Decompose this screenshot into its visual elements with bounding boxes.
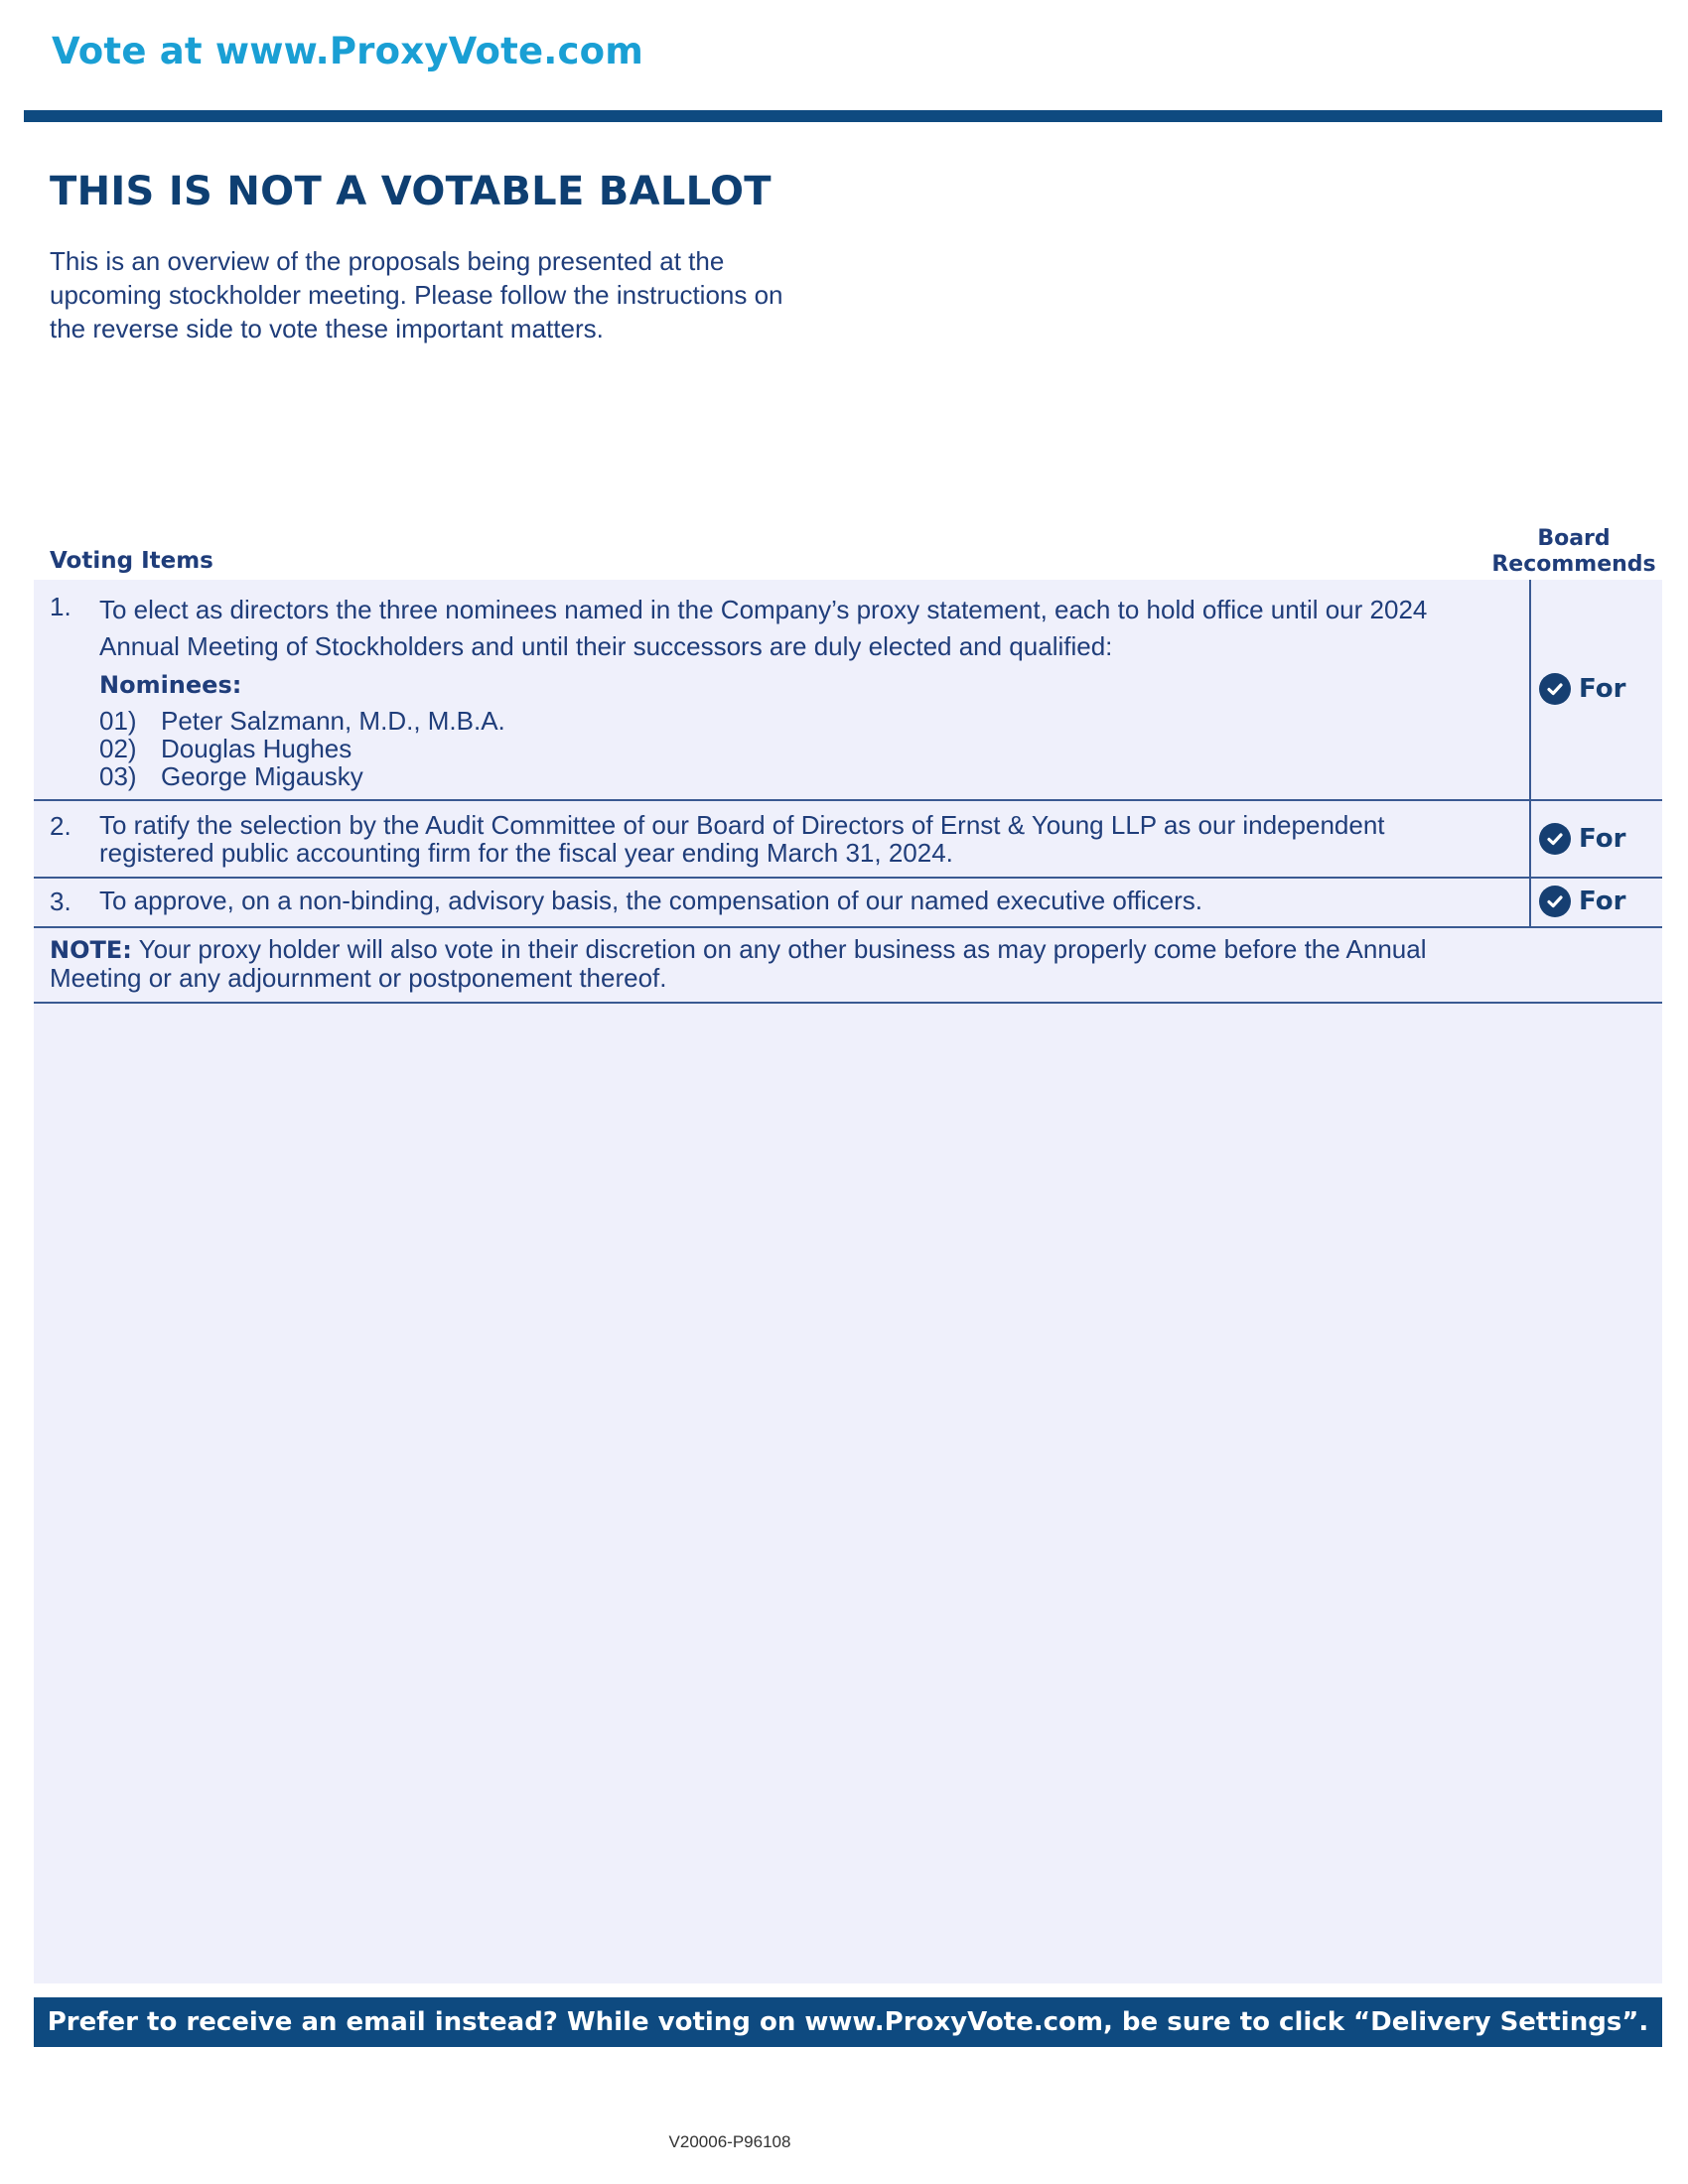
intro-line: upcoming stockholder meeting. Please follow the instructions on xyxy=(50,280,783,310)
check-circle-icon xyxy=(1539,886,1571,917)
board-header-line: Recommends xyxy=(1491,552,1656,577)
voting-item-3 xyxy=(34,879,1662,928)
check-circle-icon xyxy=(1539,673,1571,705)
board-recommendation xyxy=(1503,823,1662,855)
board-recommendation xyxy=(1503,673,1662,705)
item-line: registered public accounting firm for the fiscal year ending March 31, 2024. xyxy=(99,838,953,868)
nominee-name: Douglas Hughes xyxy=(161,734,352,763)
nominees-title: Nominees: xyxy=(99,671,242,699)
header-rule xyxy=(24,110,1662,122)
note-text xyxy=(50,935,1489,992)
item-line: To ratify the selection by the Audit Committee of our Board of Directors of Ernst & Young LLP as our independent xyxy=(99,810,1385,840)
voting-item-2 xyxy=(34,801,1662,879)
nominees-list xyxy=(99,707,1517,790)
item-description xyxy=(99,811,1517,867)
voting-item-1 xyxy=(34,580,1662,801)
nominee-number: 01) xyxy=(99,706,137,736)
board-recommendation xyxy=(1503,886,1662,917)
note-label: NOTE: xyxy=(50,936,132,964)
recommendation-label: For xyxy=(1579,674,1626,704)
note-divider xyxy=(34,1002,1662,1004)
item-number: 1. xyxy=(50,592,71,621)
intro-line: This is an overview of the proposals being presented at the xyxy=(50,246,725,276)
check-circle-icon xyxy=(1539,823,1571,855)
item-line: To approve, on a non-binding, advisory basis, the compensation of our named executive officers. xyxy=(99,886,1202,915)
item-description xyxy=(99,592,1517,790)
board-header-line: Board xyxy=(1537,526,1611,551)
board-recommends-header xyxy=(1489,526,1658,578)
nominee-name: George Migausky xyxy=(161,761,363,791)
note-line: Meeting or any adjournment or postponement thereof. xyxy=(50,963,667,993)
nominee-number: 02) xyxy=(99,734,137,763)
nominee-item xyxy=(99,735,1517,762)
nominee-name: Peter Salzmann, M.D., M.B.A. xyxy=(161,706,505,736)
document-code: V20006-P96108 xyxy=(668,2132,791,2151)
note-body: Your proxy holder will also vote in their discretion on any other business as may properly come before the Annual xyxy=(131,934,1427,964)
item-number: 3. xyxy=(50,887,71,916)
delivery-settings-banner: Prefer to receive an email instead? While voting on www.ProxyVote.com, be sure to click “Delivery Settings”. xyxy=(34,1997,1662,2047)
page-title: THIS IS NOT A VOTABLE BALLOT xyxy=(50,169,772,214)
nominee-number: 03) xyxy=(99,761,137,791)
item-line: Annual Meeting of Stockholders and until their successors are duly elected and qualified: xyxy=(99,631,1113,661)
note-line xyxy=(50,935,1489,964)
voting-items-header: Voting Items xyxy=(50,548,213,574)
recommendation-label: For xyxy=(1579,824,1626,854)
item-number: 2. xyxy=(50,811,71,841)
intro-text xyxy=(50,244,864,345)
item-line: To elect as directors the three nominees named in the Company’s proxy statement, each to hold office until our 2024 xyxy=(99,595,1428,624)
proxyvote-url-header: Vote at www.ProxyVote.com xyxy=(52,30,644,72)
item-description xyxy=(99,887,1517,914)
recommendation-label: For xyxy=(1579,887,1626,916)
nominee-item xyxy=(99,707,1517,735)
nominee-item xyxy=(99,762,1517,790)
intro-line: the reverse side to vote these important matters. xyxy=(50,314,604,343)
